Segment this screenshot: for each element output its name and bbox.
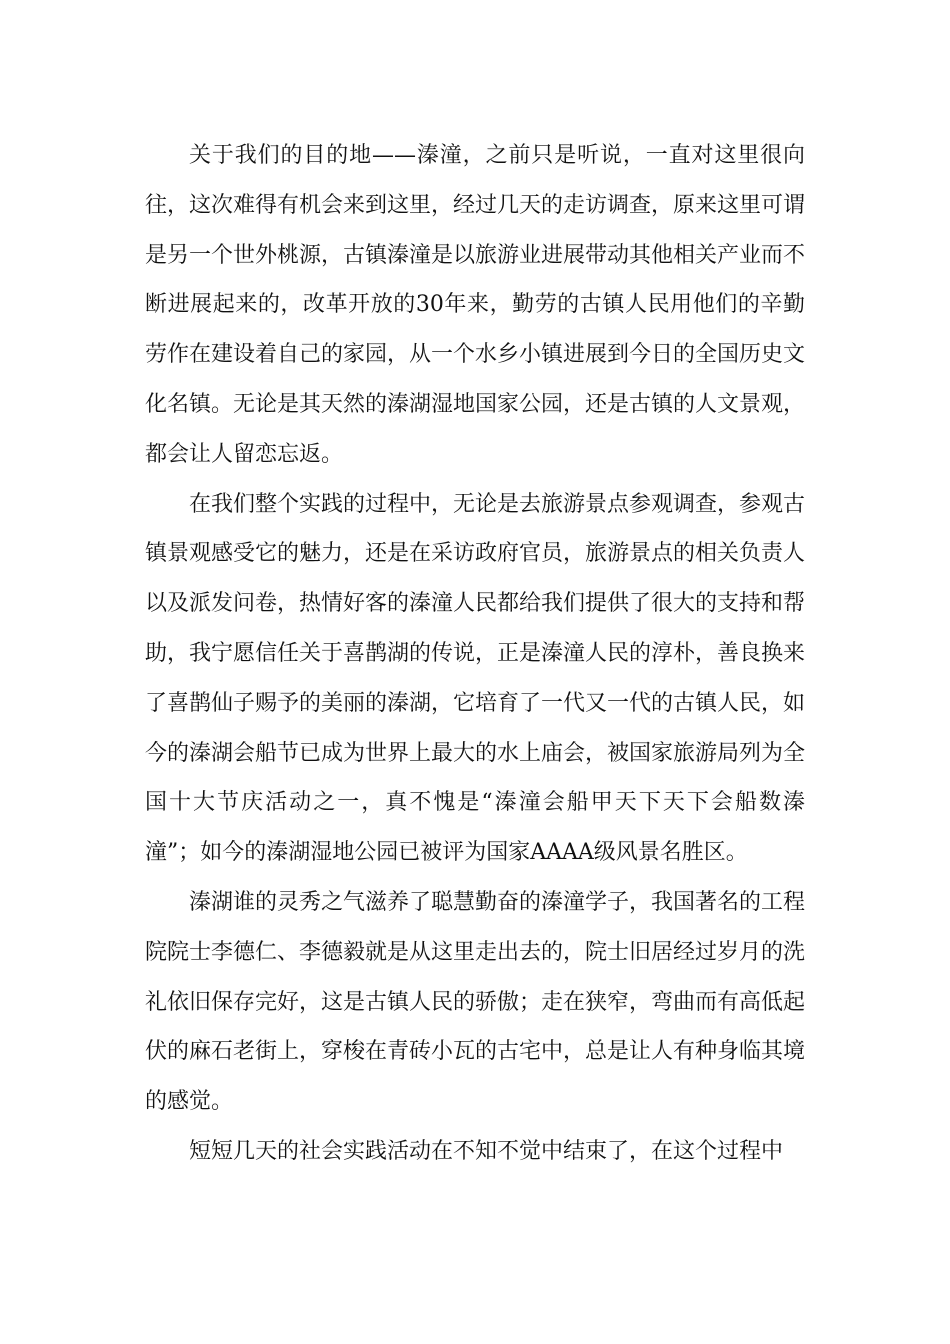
document-body <box>145 131 805 1177</box>
paragraph-1: 关于我们的目的地——溱潼，之前只是听说，一直对这里很向往，这次难得有机会来到这里，经过几天的走访调查，原来这里可谓是另一个世外桃源，古镇溱潼是以旅游业进展带动其他相关产业而不断进展起来的，改革开放的30年来，勤劳的古镇人民用他们的辛勤劳作在建设着自己的家园，从一个水乡小镇进展到今日的全国历史文化名镇。无论是其天然的溱湖湿地国家公园，还是古镇的人文景观，都会让人留恋忘返。 <box>145 143 806 467</box>
paragraph-3: 溱湖谁的灵秀之气滋养了聪慧勤奋的溱潼学子，我国著名的工程院院士李德仁、李德毅就是从这里走出去的，院士旧居经过岁月的洗礼依旧保存完好，这是古镇人民的骄傲；走在狭窄，弯曲而有高低起伏的麻石老街上，穿梭在青砖小瓦的古宅中，总是让人有种身临其境的感觉。 <box>145 889 806 1115</box>
paragraph-2: 在我们整个实践的过程中，无论是去旅游景点参观调查，参观古镇景观感受它的魅力，还是在采访政府官员，旅游景点的相关负责人以及派发问卷，热情好客的溱潼人民都给我们提供了很大的支持和帮助，我宁愿信任关于喜鹊湖的传说，正是溱潼人民的淳朴，善良换来了喜鹊仙子赐予的美丽的溱湖，它培育了一代又一代的古镇人民，如今的溱湖会船节已成为世界上最大的水上庙会，被国家旅游局列为全国十大节庆活动之一，真不愧是“溱潼会船甲天下天下会船数溱潼”；如今的溱湖湿地公园已被评为国家AAAA级风景名胜区。 <box>145 491 806 866</box>
paragraph-4: 短短几天的社会实践活动在不知不觉中结束了，在这个过程中 <box>189 1138 784 1164</box>
